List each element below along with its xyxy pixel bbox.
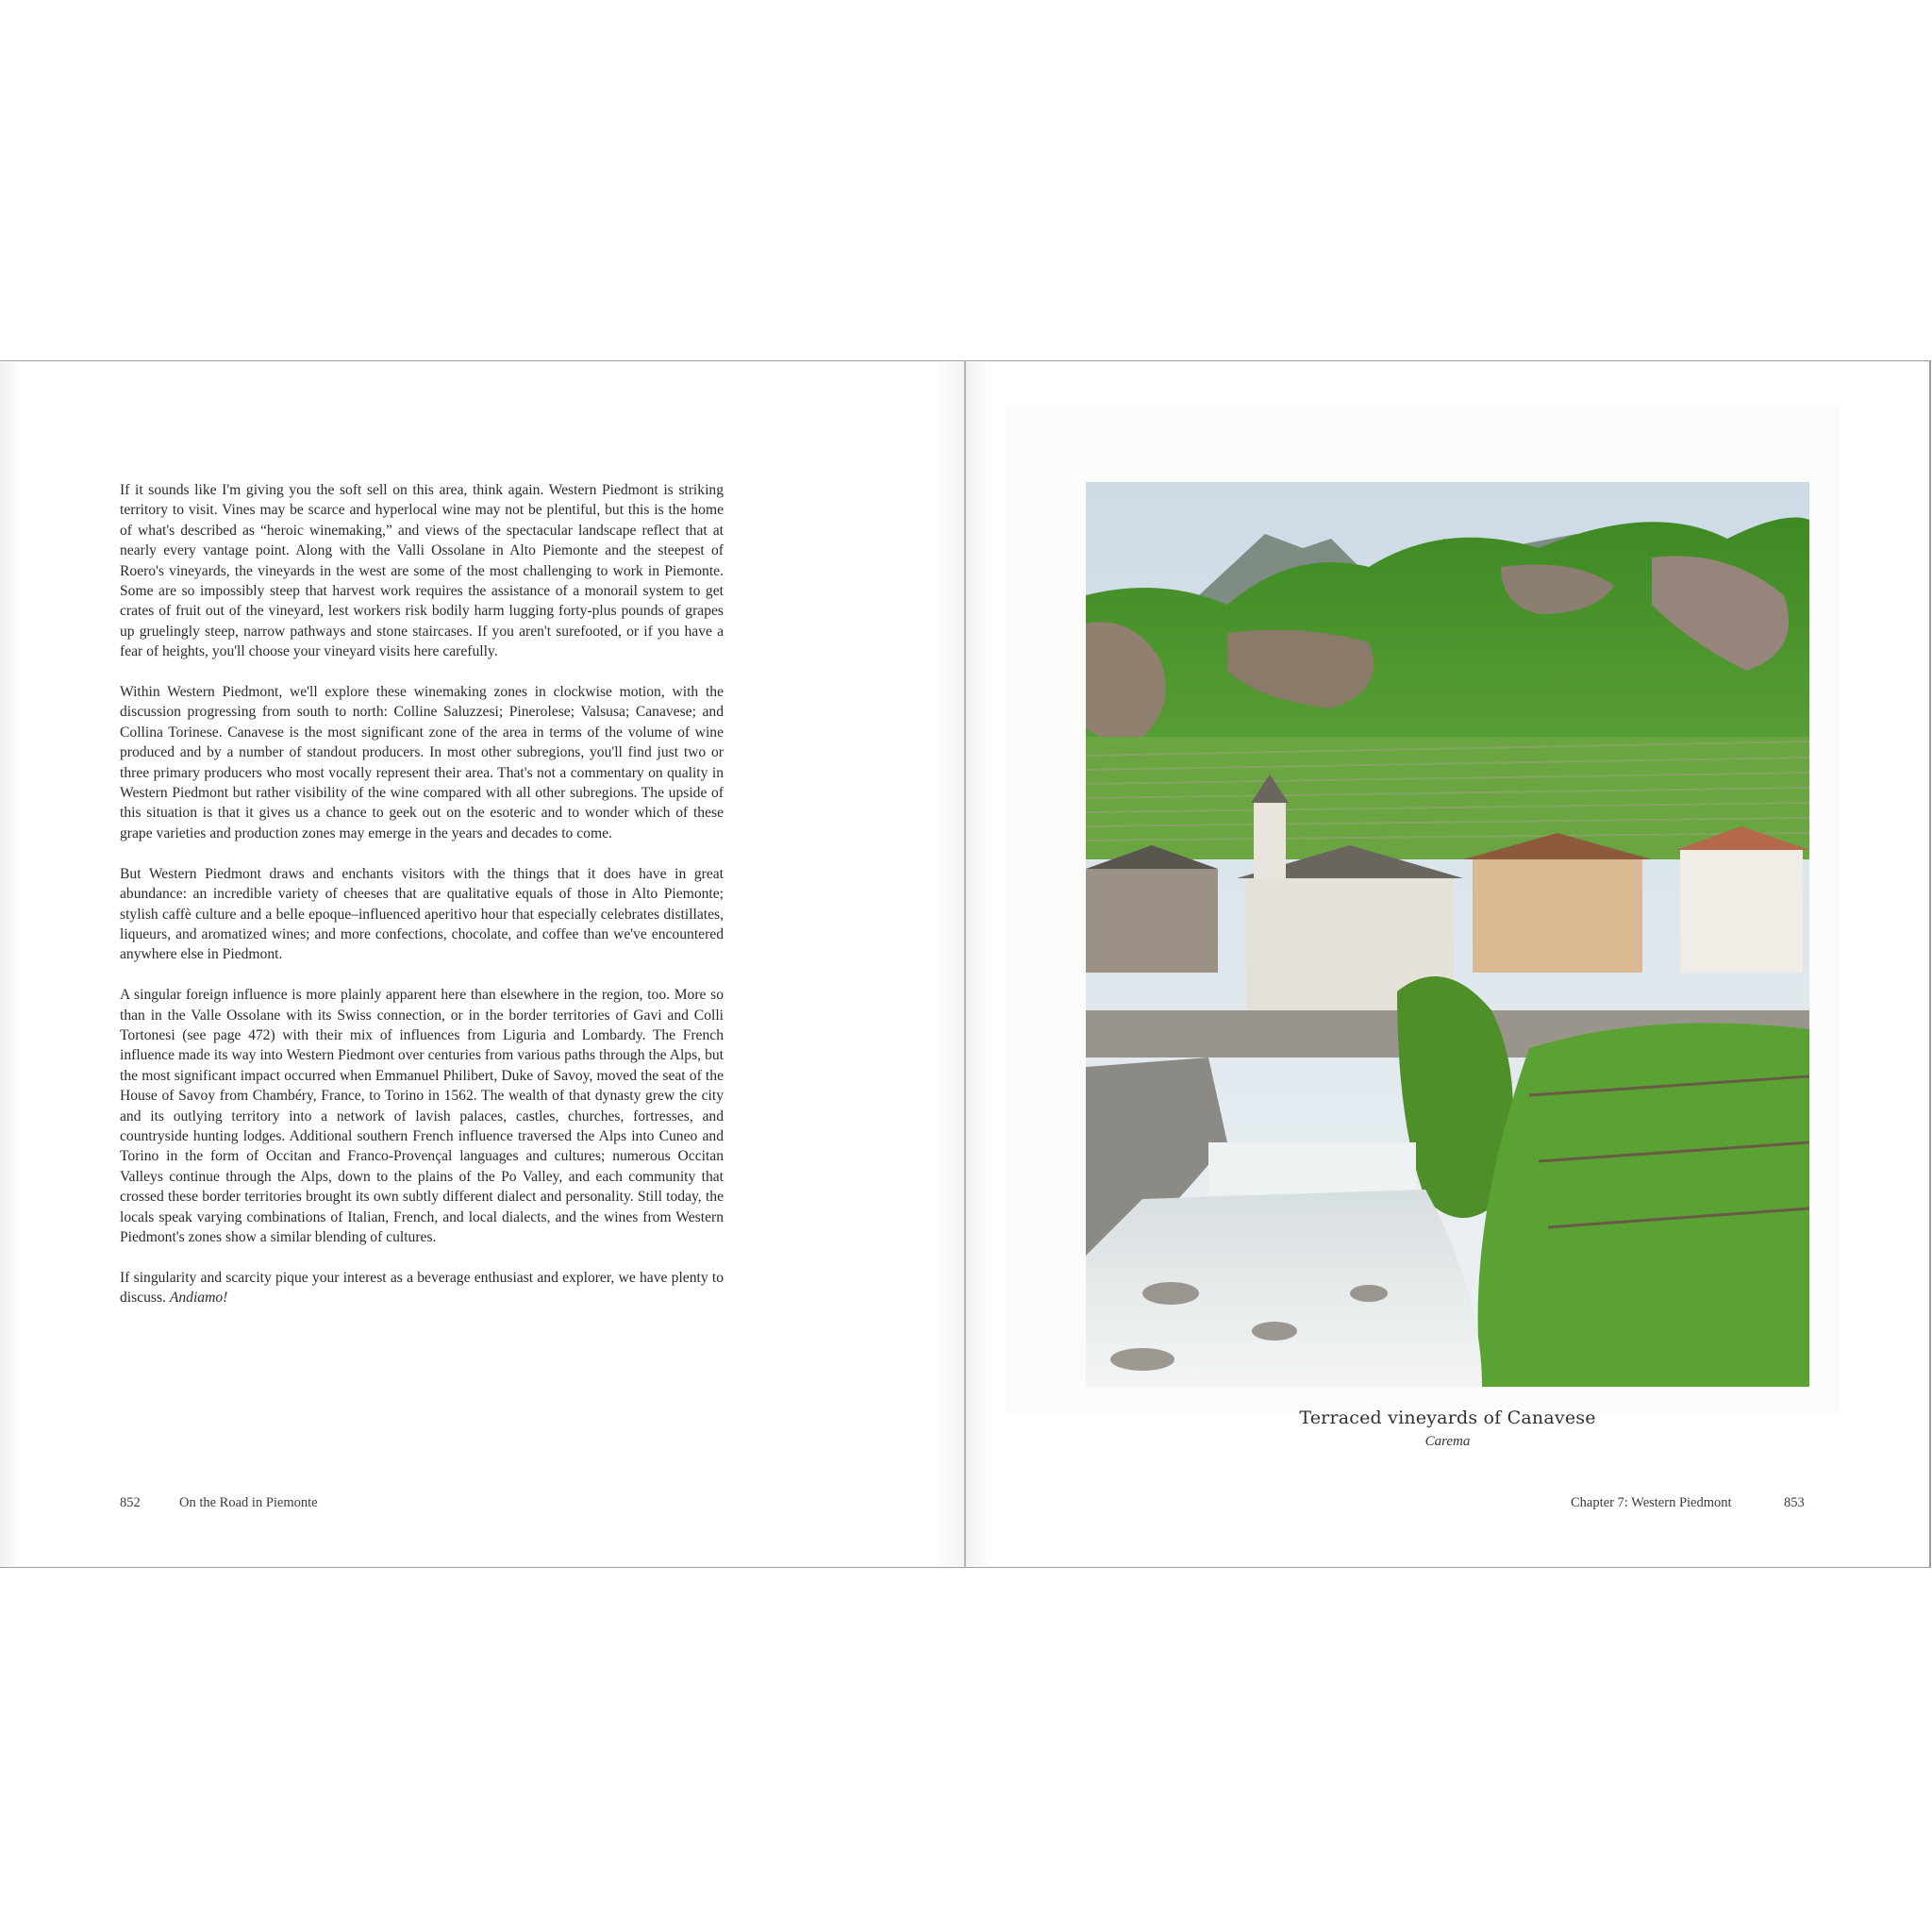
- running-head-left: On the Road in Piemonte: [179, 1495, 318, 1510]
- caption-title: Terraced vineyards of Canavese: [1299, 1407, 1596, 1428]
- page-number-left: 852: [120, 1495, 141, 1510]
- page-number-right: 853: [1784, 1495, 1805, 1510]
- paragraph-text: If singularity and scarcity pique your interest as a beverage enthusiast and explorer, we have plenty to discuss.: [120, 1269, 724, 1307]
- page-edge-shadow: [0, 362, 21, 1566]
- paragraph: If it sounds like I'm giving you the soft sell on this area, think again. Western Piedmont is striking territory to visit. Vines may be scarce and hyperlocal wine may not be plentiful, but this is the home of what's described as “heroic winemaking,” and views of the spectacular landscape reflect that at nearly every vantage point. Along with the Valli Ossolane in Alto Piemonte and the steepest of Roero's vineyards, the vineyards in the west are some of the most challenging to work in Piemonte. Some are so impossibly steep that harvest work requires the assistance of a monorail system to get crates of fruit out of the vineyard, lest workers risk bodily harm lugging forty-plus pounds of grapes up gruelingly steep, narrow pathways and stone staircases. If you aren't surefooted, or if you have a fear of heights, you'll choose your vineyard visits here carefully.: [120, 482, 724, 660]
- closing-italic: Andiamo!: [169, 1290, 228, 1307]
- paragraph-last: [120, 1268, 724, 1308]
- caption-subtitle: Carema: [1424, 1434, 1471, 1449]
- body-text: [120, 480, 724, 1328]
- gutter: [964, 360, 966, 1568]
- gutter-shadow-right: [966, 362, 994, 1566]
- page-edge-right: [1929, 360, 1931, 1568]
- running-head-right: Chapter 7: Western Piedmont: [1571, 1495, 1732, 1510]
- paragraph: But Western Piedmont draws and enchants visitors with the things that it does have in great abundance: an incredible variety of cheeses that are qualitative equals of those in Alto Piemonte; stylish caffè culture and a belle epoque–influenced aperitivo hour that especially celebrates distillates, liqueurs, and aromatized wines; and more confections, chocolate, and coffee than we've encountered anywhere else in Piedmont.: [120, 865, 724, 963]
- paragraph: A singular foreign influence is more plainly apparent here than elsewhere in the region, too. More so than in the Valle Ossolane with its Swiss connection, or in the border territories of Gavi and Colli Tortonesi (see page 472) with their mix of influences from Liguria and Lombardy. The French influence made its way into Western Piedmont over centuries from various paths through the Alps, but the most significant impact occurred when Emmanuel Philibert, Duke of Savoy, moved the seat of the House of Savoy from Chambéry, France, to Torino in 1562. The wealth of that dynasty grew the city and its outlying territory into a network of lavish palaces, castles, churches, fortresses, and countryside hunting lodges. Additional southern French influence traversed the Alps into Cuneo and Torino in the form of Occitan and Franco-Provençal languages and cultures; numerous Occitan Valleys continue through the Alps, down to the plains of the Po Valley, and each community that crossed these border territories brought its own subtly different dialect and personality. Still today, the locals speak varying combinations of Italian, French, and local dialects, and the wines from Western Piedmont's zones show a similar blending of cultures.: [120, 987, 724, 1245]
- landscape-photo: [1086, 482, 1809, 1387]
- gutter-shadow-left: [934, 362, 964, 1566]
- paragraph: Within Western Piedmont, we'll explore these winemaking zones in clockwise motion, with the discussion progressing from south to north: Colline Saluzzesi; Pinerolese; Valsusa; Canavese; and Collina Torinese. Canavese is the most significant zone of the area in terms of the volume of wine produced and by a number of standout producers. In most other subregions, you'll find just two or three primary producers who most vocally represent their area. That's not a commentary on quality in Western Piedmont but rather visibility of the wine compared with all other subregions. The upside of this situation is that it gives us a chance to geek out on the esoteric and to wonder which of these grape varieties and production zones may emerge in the years and decades to come.: [120, 684, 724, 841]
